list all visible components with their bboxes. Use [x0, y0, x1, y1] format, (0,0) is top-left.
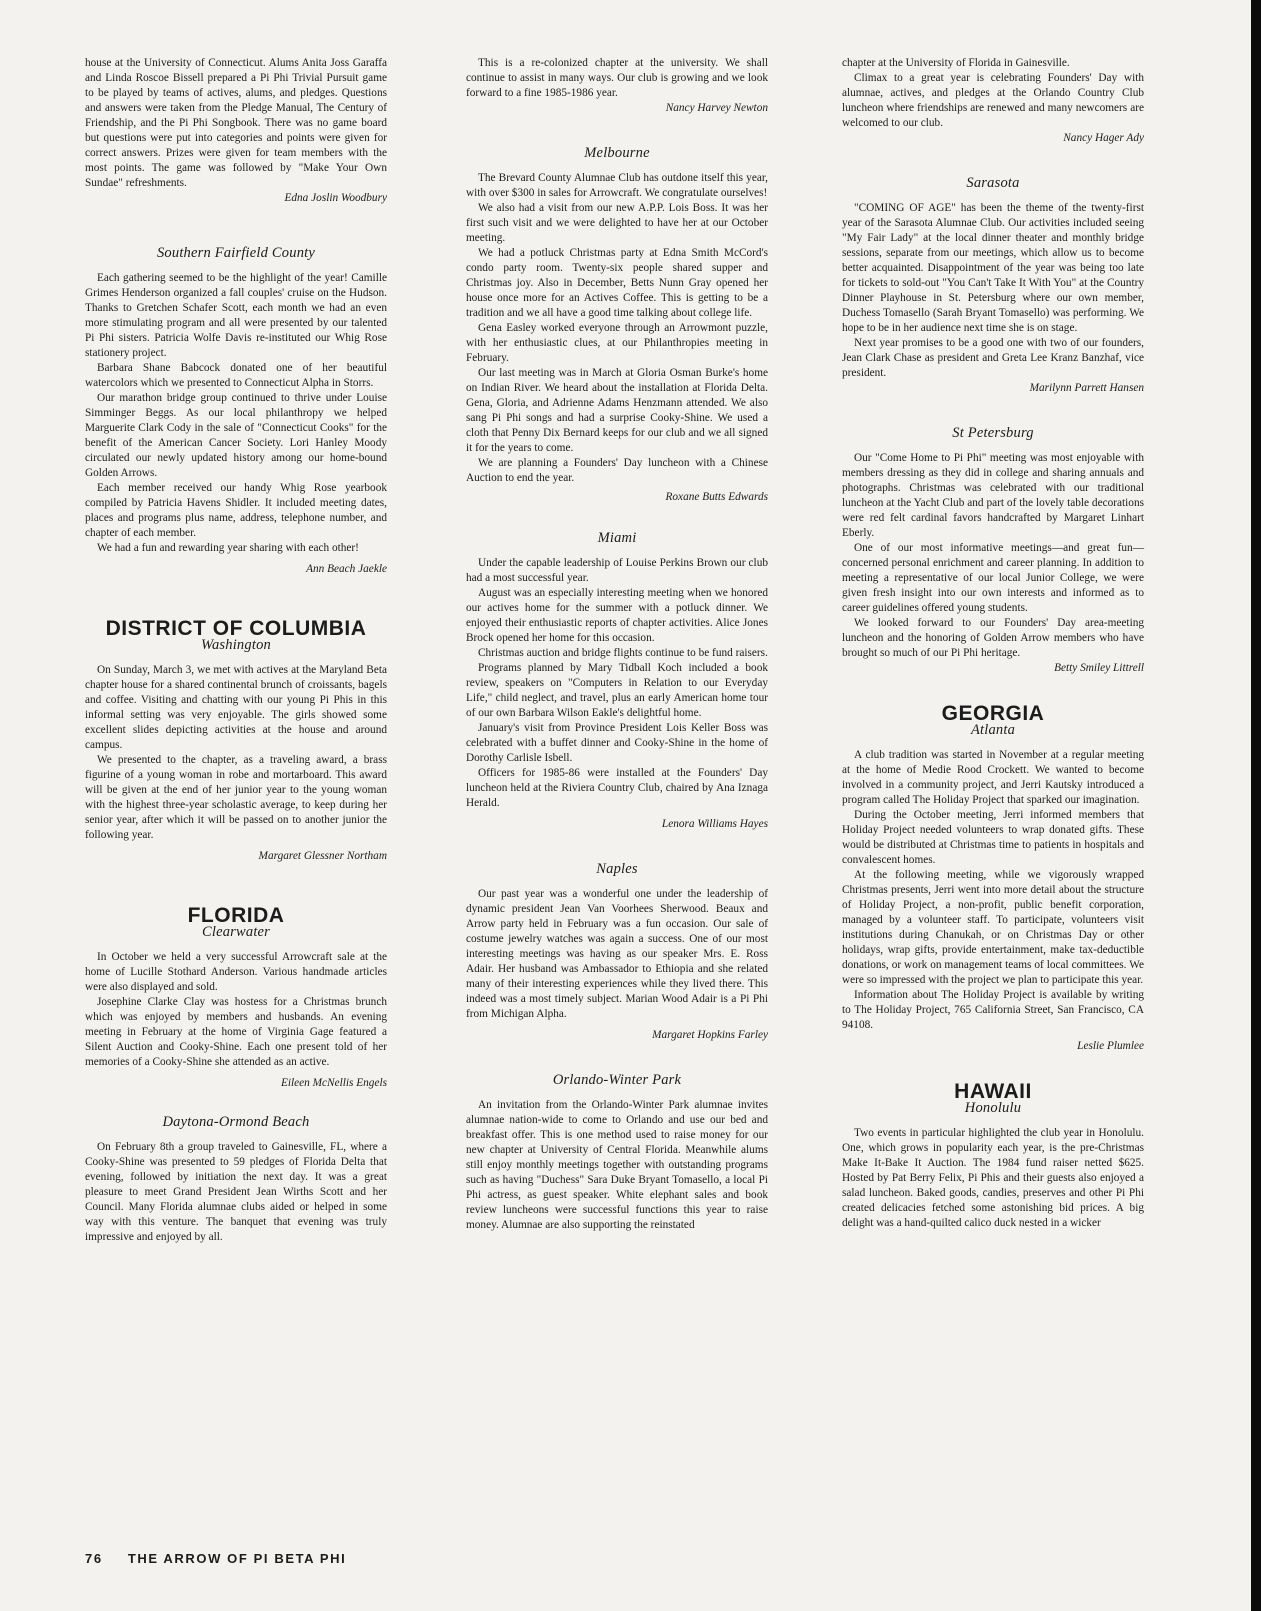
- paragraph: During the October meeting, Jerri informed members that Holiday Project needed volunteers to wrap donated gifts. These would be distributed at Christmas time to patients in hospitals and convalescent homes.: [842, 809, 1144, 866]
- paragraph: house at the University of Connecticut. Alums Anita Joss Garaffa and Linda Roscoe Bissell prepared a Pi Phi Trivial Pursuit game to be played by teams of actives, alums, and pledges. Questions and answers were taken from the Pledge Manual, The Century of Friendship, and the Pi Phi Songbook. There was no game board but questions were put into categories and points were given for correct answers. Prizes were given for team members with the most points. The game was followed by "Make Your Own Sundae" refreshments.: [85, 57, 387, 189]
- paragraph: Under the capable leadership of Louise Perkins Brown our club had a most successful year.: [466, 557, 768, 584]
- paragraph: Each member received our handy Whig Rose yearbook compiled by Patricia Havens Shidler. It included meeting dates, places and programs plus name, address, telephone number, and chapter of each member.: [85, 482, 387, 539]
- signature: Nancy Hager Ady: [1063, 132, 1144, 144]
- paragraph: At the following meeting, while we vigorously wrapped Christmas presents, Jerri went into more detail about the structure of Holiday Project, a non-profit, public benefit corporation, managed by a volunteer staff. To participate, volunteers visit institutions during Chanukah, or on Christmas Day or other holidays, wrap gifts, provide entertainment, make tax-deductible donations, or work on management teams of local committees. We were so impressed with the project we plan to participate this year.: [842, 869, 1144, 986]
- state-heading: FLORIDA: [187, 904, 285, 927]
- section-title: Southern Fairfield County: [156, 245, 316, 261]
- signature: Edna Joslin Woodbury: [284, 192, 387, 204]
- paragraph: Gena Easley worked everyone through an Arrowmont puzzle, with her enthusiastic clues, at our Philanthropies meeting in February.: [466, 322, 768, 364]
- section-title: Honolulu: [964, 1100, 1022, 1116]
- paragraph: Climax to a great year is celebrating Founders' Day with alumnae, actives, and pledges at the Orlando Country Club luncheon where friendships are renewed and many newcomers are welcomed to our club.: [842, 72, 1144, 129]
- paragraph: Officers for 1985-86 were installed at the Founders' Day luncheon held at the Riviera Country Club, chaired by Ana Iznaga Herald.: [466, 767, 768, 809]
- paragraph: "COMING OF AGE" has been the theme of the twenty-first year of the Sarasota Alumnae Club. Our activities included seeing "My Fair Lady" at the local dinner theater and monthly bridge sessions, separate from our meetings, which allow us to become better acquainted. Disappointment of the year was being too late for tickets to sold-out "You Can't Take It With You" at the Country Dinner Playhouse in St. Petersburg where our own member, Duchess Tomasello (Sarah Bryant Tomasello) was performing. We hope to be in her audience next time she is on stage.: [842, 202, 1144, 334]
- paragraph: Next year promises to be a good one with two of our founders, Jean Clark Chase as president and Greta Lee Kranz Banzhaf, vice president.: [842, 337, 1144, 379]
- paragraph: On February 8th a group traveled to Gainesville, FL, where a Cooky-Shine was presented to 59 pledges of Florida Delta that evening, followed by initiation the next day. It was a great pleasure to meet Grand President Jean Wirths Scott and her Council. Many Florida alumnae clubs aided or helped in some way with this venture. The banquet that evening was truly impressive and enjoyed by all.: [85, 1141, 387, 1243]
- paragraph: Two events in particular highlighted the club year in Honolulu. One, which grows in popularity each year, is the pre-Christmas Make It-Bake It Auction. The 1984 fund raiser netted $625. Hosted by Pat Berry Felix, Pi Phis and their guests also enjoyed a salad luncheon. Baked goods, candies, preserves and other Pi Phi created delicacies fetched some astonishing bid prices. A big delight was a hand-quilted calico duck nested in a wicker: [842, 1127, 1144, 1229]
- signature: Margaret Glessner Northam: [258, 850, 387, 862]
- paragraph: A club tradition was started in November at a regular meeting at the home of Medie Rood Crockett. We wanted to become involved in a community project, and Jerri Kautsky introduced a program called The Holiday Project that sparked our imagination.: [842, 749, 1144, 806]
- paragraph: We presented to the chapter, as a traveling award, a brass figurine of a young woman in robe and mortarboard. This award will be given at the end of her junior year to the young woman with the highest three-year scholastic average, to keep during her senior year, after which it will be passed on to another junior the following year.: [85, 754, 387, 841]
- signature: Marilynn Parrett Hansen: [1029, 382, 1144, 394]
- signature: Eileen McNellis Engels: [280, 1077, 387, 1089]
- signature: Betty Smiley Littrell: [1054, 662, 1144, 674]
- section-title: Daytona-Ormond Beach: [162, 1114, 310, 1130]
- paragraph: August was an especially interesting meeting when we honored our actives home for the summer with a potluck dinner. We enjoyed their enthusiastic reports of chapter activities. Alice Jones Brock opened her home for this occasion.: [466, 587, 768, 644]
- state-heading: DISTRICT OF COLUMBIA: [105, 617, 367, 640]
- section-title: Miami: [597, 530, 637, 546]
- paragraph: Barbara Shane Babcock donated one of her beautiful watercolors which we presented to Connecticut Alpha in Storrs.: [85, 362, 387, 389]
- section-title: Washington: [201, 637, 271, 653]
- state-heading: HAWAII: [954, 1080, 1032, 1103]
- signature: Roxane Butts Edwards: [665, 491, 768, 503]
- paragraph: Our last meeting was in March at Gloria Osman Burke's home on Indian River. We heard about the installation at Florida Delta. Gena, Gloria, and Adrienne Adams Henzmann attended. We also sang Pi Phi songs and had a surprise Cooky-Shine. We used a cloth that Penny Dix Bernard keeps for our club and we all signed it for the years to come.: [466, 367, 768, 454]
- paragraph: Our "Come Home to Pi Phi" meeting was most enjoyable with members dressing as they did in college and sharing annuals and photographs. Christmas was celebrated with our traditional luncheon at the Yacht Club and part of the lovely table decorations were red felt cardinal favors handcrafted by Margaret Linhart Eberly.: [842, 452, 1144, 539]
- paragraph: Each gathering seemed to be the highlight of the year! Camille Grimes Henderson organized a fall couples' cruise on the Hudson. Thanks to Gretchen Schafer Scott, each month we had an even more stimulating program and all were presented by our talented Pi Phi sisters. Patricia Wolfe Davis re-instituted our Whig Rose stationery project.: [85, 272, 387, 359]
- section-title: St Petersburg: [952, 425, 1034, 441]
- paragraph: We looked forward to our Founders' Day area-meeting luncheon and the honoring of Golden Arrow members who have brought so much of our Pi Phi heritage.: [842, 617, 1144, 659]
- column-middle: [466, 56, 768, 1233]
- section-title: Sarasota: [966, 175, 1020, 191]
- paragraph: We also had a visit from our new A.P.P. Lois Boss. It was her first such visit and we were delighted to have her at our October meeting.: [466, 202, 768, 244]
- paragraph: We had a potluck Christmas party at Edna Smith McCord's condo party room. Twenty-six people shared supper and Christmas joy. Also in December, Betts Nunn Gray opened her house once more for an Actives Coffee. This is getting to be a tradition and we all have a good time talking about college life.: [466, 247, 768, 319]
- paragraph: Programs planned by Mary Tidball Koch included a book review, speakers on "Computers in Relation to our Everyday Life," child neglect, and travel, plus an early American home tour of our own Barbara Wilson Eakle's delightful home.: [466, 662, 768, 719]
- state-heading: GEORGIA: [941, 702, 1045, 725]
- paragraph: We had a fun and rewarding year sharing with each other!: [97, 542, 359, 554]
- publication-title: THE ARROW OF PI BETA PHI: [127, 1551, 347, 1566]
- paragraph: We are planning a Founders' Day luncheon with a Chinese Auction to end the year.: [466, 457, 768, 484]
- section-title: Orlando-Winter Park: [552, 1072, 682, 1088]
- column-left: [85, 56, 387, 1245]
- page-footer: [85, 1551, 346, 1566]
- paragraph: This is a re-colonized chapter at the university. We shall continue to assist in many ways. Our club is growing and we look forward to a fine 1985-1986 year.: [466, 57, 768, 99]
- paragraph: One of our most informative meetings—and great fun—concerned personal enrichment and career planning. In addition to meeting a representative of our local Junior College, we were given fresh insight into our own interests and informed as to career guidelines offered young students.: [842, 542, 1144, 614]
- paragraph: In October we held a very successful Arrowcraft sale at the home of Lucille Stothard Anderson. Various handmade articles were also displayed and sold.: [85, 951, 387, 993]
- signature: Leslie Plumlee: [1077, 1040, 1144, 1052]
- signature: Nancy Harvey Newton: [665, 102, 768, 114]
- section-title: Naples: [596, 861, 638, 877]
- section-title: Clearwater: [201, 924, 271, 940]
- paragraph: Christmas auction and bridge flights continue to be fund raisers.: [478, 647, 768, 659]
- column-right: [842, 56, 1144, 1231]
- paragraph: An invitation from the Orlando-Winter Park alumnae invites alumnae nation-wide to come to Orlando and use our bed and breakfast offer. This is one method used to raise money for our new chapter at University of Central Florida. Meanwhile alums still enjoy monthly meetings together with outstanding programs such as having "Duchess" Sara Duke Bryant Tomasello, a local Pi Phi actress, as guest speaker. White elephant sales and book review luncheons were successful functions this year to raise money. Alumnae are also supporting the reinstated: [466, 1099, 768, 1231]
- paragraph: The Brevard County Alumnae Club has outdone itself this year, with over $300 in sales for Arrowcraft. We congratulate ourselves!: [466, 172, 768, 199]
- signature: Lenora Williams Hayes: [661, 818, 768, 830]
- page-number: 76: [85, 1551, 103, 1566]
- signature: Margaret Hopkins Farley: [652, 1029, 768, 1041]
- section-title: Atlanta: [970, 722, 1016, 738]
- signature: Ann Beach Jaekle: [306, 563, 387, 575]
- paragraph: Our past year was a wonderful one under the leadership of dynamic president Jean Van Voorhees Sherwood. Beaux and Arrow party held in February was a fun occasion. Our sale of costume jewelry watches was again a success. One of our most interesting meetings was having as our speaker Mrs. E. Ross Adair. Her husband was Ambassador to Ethiopia and she related many of their interesting experiences while they lived there. This indeed was a most timely subject. Marian Wood Adair is a Pi Phi from Michigan Alpha.: [466, 888, 768, 1020]
- page-edge: [1251, 0, 1261, 1611]
- paragraph: Our marathon bridge group continued to thrive under Louise Simminger Beggs. As our local philanthropy we helped Marguerite Clark Cody in the sale of "Connecticut Cooks" for the benefit of the American Cancer Society. Lori Hanley Moody circulated our newly updated history among our home-bound Golden Arrows.: [85, 392, 387, 479]
- paragraph: January's visit from Province President Lois Keller Boss was celebrated with a buffet dinner and Cooky-Shine in the home of Dorothy Carlisle Isbell.: [466, 722, 768, 764]
- paragraph: On Sunday, March 3, we met with actives at the Maryland Beta chapter house for a shared continental brunch of croissants, bagels and coffee. Visiting and chatting with our young Pi Phis in this informal setting was very enjoyable. The girls showed some excellent slides depicting activities at the house and around campus.: [85, 664, 387, 751]
- section-title: Melbourne: [584, 145, 650, 161]
- paragraph: chapter at the University of Florida in Gainesville.: [842, 57, 1070, 69]
- paragraph: Josephine Clarke Clay was hostess for a Christmas brunch which was enjoyed by members and husbands. An evening meeting in February at the home of Virginia Gage featured a Silent Auction and Cooky-Shine. Each one present told of her memories of a Cooky-Shine she attended as an active.: [85, 996, 387, 1068]
- paragraph: Information about The Holiday Project is available by writing to The Holiday Project, 765 California Street, San Francisco, CA 94108.: [842, 989, 1144, 1031]
